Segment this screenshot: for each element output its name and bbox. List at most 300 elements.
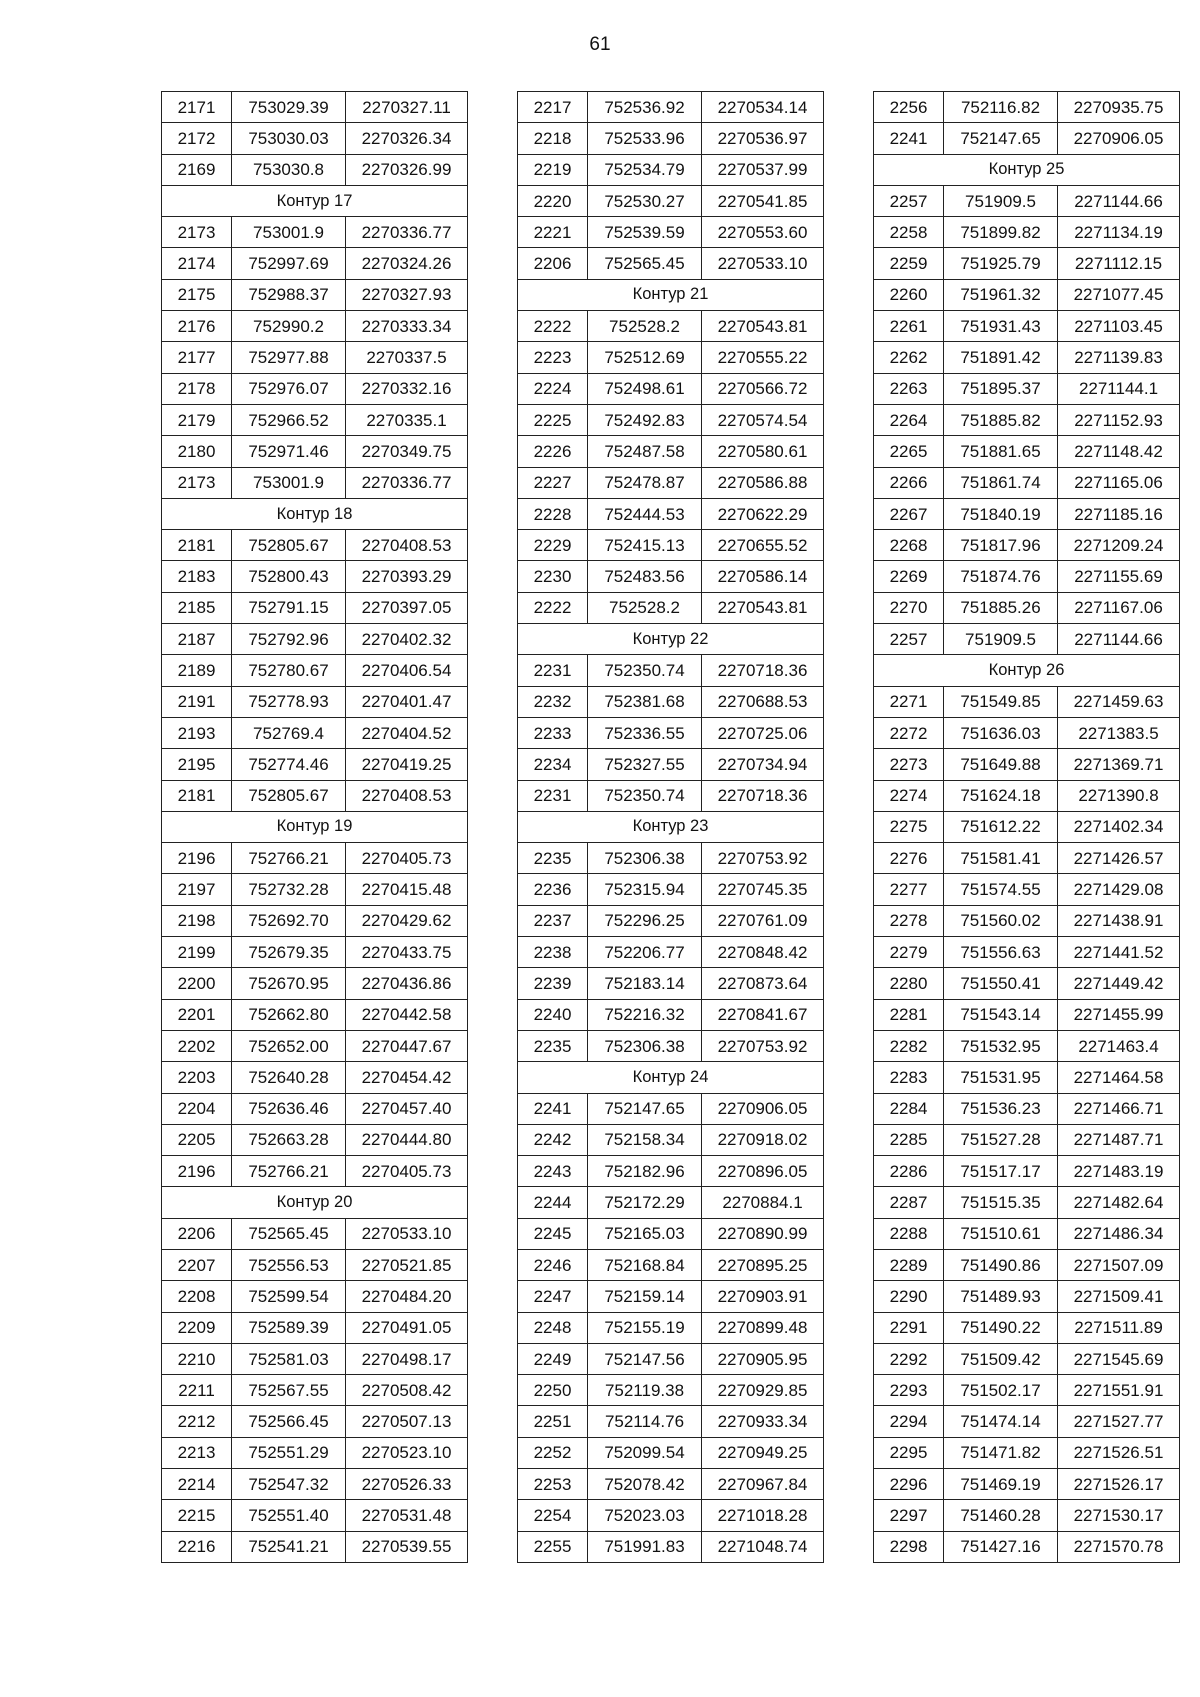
point-number: 2197 <box>162 874 232 905</box>
point-number: 2293 <box>874 1375 944 1406</box>
coordinate-x: 751574.55 <box>944 874 1058 905</box>
table-row <box>874 92 1180 123</box>
coordinate-x: 752147.56 <box>588 1343 702 1374</box>
contour-label: Контур 22 <box>518 624 824 655</box>
table-row <box>874 373 1180 404</box>
point-number: 2253 <box>518 1469 588 1500</box>
point-number: 2295 <box>874 1437 944 1468</box>
point-number: 2279 <box>874 937 944 968</box>
coordinate-x: 751612.22 <box>944 811 1058 842</box>
point-number: 2244 <box>518 1187 588 1218</box>
table-row <box>162 279 468 310</box>
coordinate-x: 752165.03 <box>588 1218 702 1249</box>
point-number: 2211 <box>162 1375 232 1406</box>
coordinate-y: 2271570.78 <box>1058 1531 1180 1562</box>
coordinate-x: 752780.67 <box>232 655 346 686</box>
table-row <box>162 874 468 905</box>
table-row <box>518 905 824 936</box>
coordinate-x: 752769.4 <box>232 717 346 748</box>
coordinate-y: 2270326.34 <box>346 123 468 154</box>
table-row <box>162 436 468 467</box>
coordinate-y: 2270401.47 <box>346 686 468 717</box>
coordinate-x: 752528.2 <box>588 311 702 342</box>
point-number: 2264 <box>874 404 944 435</box>
coordinate-x: 752487.58 <box>588 436 702 467</box>
table-row <box>162 1469 468 1500</box>
coordinate-y: 2270405.73 <box>346 1156 468 1187</box>
coordinate-x: 752556.53 <box>232 1249 346 1280</box>
point-number: 2219 <box>518 154 588 185</box>
point-number: 2269 <box>874 561 944 592</box>
coordinate-y: 2270491.05 <box>346 1312 468 1343</box>
coordinate-x: 752567.55 <box>232 1375 346 1406</box>
table-row <box>518 1531 824 1562</box>
table-row <box>162 373 468 404</box>
coordinate-x: 752415.13 <box>588 530 702 561</box>
coordinate-y: 2271155.69 <box>1058 561 1180 592</box>
point-number: 2196 <box>162 1156 232 1187</box>
table-row <box>162 1062 468 1093</box>
coordinate-x: 751991.83 <box>588 1531 702 1562</box>
contour-header-row <box>874 154 1180 185</box>
table-row <box>162 780 468 811</box>
table-row <box>162 592 468 623</box>
table-row <box>518 248 824 279</box>
point-number: 2177 <box>162 342 232 373</box>
table-row <box>518 1124 824 1155</box>
table-row <box>874 342 1180 373</box>
coordinate-x: 751536.23 <box>944 1093 1058 1124</box>
coordinate-x: 752547.32 <box>232 1469 346 1500</box>
coordinate-y: 2271185.16 <box>1058 498 1180 529</box>
coordinate-y: 2270406.54 <box>346 655 468 686</box>
point-number: 2266 <box>874 467 944 498</box>
point-number: 2231 <box>518 655 588 686</box>
coordinate-x: 751874.76 <box>944 561 1058 592</box>
coordinate-y: 2270404.52 <box>346 717 468 748</box>
coordinate-x: 751543.14 <box>944 999 1058 1030</box>
coordinate-y: 2270539.55 <box>346 1531 468 1562</box>
point-number: 2288 <box>874 1218 944 1249</box>
table-row <box>518 1156 824 1187</box>
table-row <box>518 780 824 811</box>
coordinate-x: 752147.65 <box>588 1093 702 1124</box>
coordinate-x: 751895.37 <box>944 373 1058 404</box>
point-number: 2260 <box>874 279 944 310</box>
coordinate-y: 2270333.34 <box>346 311 468 342</box>
coordinate-x: 752670.95 <box>232 968 346 999</box>
coordinate-x: 752381.68 <box>588 686 702 717</box>
coordinate-y: 2271483.19 <box>1058 1156 1180 1187</box>
table-row <box>518 1093 824 1124</box>
table-row <box>518 404 824 435</box>
table-row <box>518 1375 824 1406</box>
point-number: 2289 <box>874 1249 944 1280</box>
point-number: 2173 <box>162 467 232 498</box>
coordinate-y: 2270326.99 <box>346 154 468 185</box>
point-number: 2255 <box>518 1531 588 1562</box>
coordinate-x: 752581.03 <box>232 1343 346 1374</box>
point-number: 2245 <box>518 1218 588 1249</box>
point-number: 2263 <box>874 373 944 404</box>
coordinate-table <box>161 91 468 1563</box>
coordinate-x: 752805.67 <box>232 780 346 811</box>
coordinate-y: 2271530.17 <box>1058 1500 1180 1531</box>
table-row <box>162 561 468 592</box>
table-row <box>162 217 468 248</box>
coordinate-y: 2270543.81 <box>702 311 824 342</box>
point-number: 2223 <box>518 342 588 373</box>
point-number: 2215 <box>162 1500 232 1531</box>
coordinate-x: 752315.94 <box>588 874 702 905</box>
table-row <box>874 874 1180 905</box>
point-number: 2237 <box>518 905 588 936</box>
coordinate-y: 2270349.75 <box>346 436 468 467</box>
table-row <box>162 843 468 874</box>
coordinate-y: 2271103.45 <box>1058 311 1180 342</box>
coordinate-x: 752589.39 <box>232 1312 346 1343</box>
point-number: 2271 <box>874 686 944 717</box>
point-number: 2243 <box>518 1156 588 1187</box>
coordinate-y: 2270436.86 <box>346 968 468 999</box>
coordinate-x: 751556.63 <box>944 937 1058 968</box>
table-row <box>874 1124 1180 1155</box>
point-number: 2270 <box>874 592 944 623</box>
point-number: 2201 <box>162 999 232 1030</box>
point-number: 2235 <box>518 1030 588 1061</box>
coordinate-x: 752636.46 <box>232 1093 346 1124</box>
coordinate-y: 2270534.14 <box>702 92 824 123</box>
point-number: 2272 <box>874 717 944 748</box>
table-row <box>518 655 824 686</box>
coordinate-y: 2271511.89 <box>1058 1312 1180 1343</box>
contour-label: Контур 21 <box>518 279 824 310</box>
coordinate-x: 751474.14 <box>944 1406 1058 1437</box>
table-row <box>162 655 468 686</box>
coordinate-y: 2270566.72 <box>702 373 824 404</box>
coordinate-x: 752977.88 <box>232 342 346 373</box>
coordinate-y: 2270408.53 <box>346 780 468 811</box>
table-row <box>518 154 824 185</box>
coordinate-x: 752116.82 <box>944 92 1058 123</box>
coordinate-y: 2271139.83 <box>1058 342 1180 373</box>
table-row <box>162 342 468 373</box>
point-number: 2214 <box>162 1469 232 1500</box>
table-row <box>162 1375 468 1406</box>
coordinate-x: 752778.93 <box>232 686 346 717</box>
coordinate-x: 752158.34 <box>588 1124 702 1155</box>
table-row <box>518 467 824 498</box>
coordinate-x: 752662.80 <box>232 999 346 1030</box>
contour-header-row <box>874 655 1180 686</box>
table-row <box>874 1375 1180 1406</box>
point-number: 2230 <box>518 561 588 592</box>
coordinate-y: 2270899.48 <box>702 1312 824 1343</box>
coordinate-y: 2270444.80 <box>346 1124 468 1155</box>
coordinate-y: 2271482.64 <box>1058 1187 1180 1218</box>
coordinate-x: 753001.9 <box>232 467 346 498</box>
point-number: 2267 <box>874 498 944 529</box>
point-number: 2205 <box>162 1124 232 1155</box>
table-row <box>874 217 1180 248</box>
point-number: 2181 <box>162 530 232 561</box>
table-row <box>162 92 468 123</box>
coordinate-x: 752099.54 <box>588 1437 702 1468</box>
coordinate-y: 2270555.22 <box>702 342 824 373</box>
point-number: 2232 <box>518 686 588 717</box>
coordinate-x: 752766.21 <box>232 1156 346 1187</box>
table-row <box>162 999 468 1030</box>
coordinate-y: 2270949.25 <box>702 1437 824 1468</box>
coordinate-x: 751891.42 <box>944 342 1058 373</box>
coordinate-x: 752551.29 <box>232 1437 346 1468</box>
coordinate-y: 2271449.42 <box>1058 968 1180 999</box>
table-row <box>162 404 468 435</box>
coordinate-y: 2270336.77 <box>346 217 468 248</box>
coordinate-y: 2270408.53 <box>346 530 468 561</box>
coordinate-y: 2271507.09 <box>1058 1249 1180 1280</box>
coordinate-x: 752551.40 <box>232 1500 346 1531</box>
coordinate-y: 2270688.53 <box>702 686 824 717</box>
coordinate-y: 2271165.06 <box>1058 467 1180 498</box>
coordinate-y: 2271463.4 <box>1058 1030 1180 1061</box>
table-row <box>162 530 468 561</box>
coordinate-y: 2270905.95 <box>702 1343 824 1374</box>
coordinate-x: 752078.42 <box>588 1469 702 1500</box>
table-row <box>874 686 1180 717</box>
coordinate-y: 2271048.74 <box>702 1531 824 1562</box>
coordinate-y: 2271455.99 <box>1058 999 1180 1030</box>
point-number: 2258 <box>874 217 944 248</box>
table-row <box>874 937 1180 968</box>
point-number: 2213 <box>162 1437 232 1468</box>
point-number: 2252 <box>518 1437 588 1468</box>
coordinate-x: 751489.93 <box>944 1281 1058 1312</box>
point-number: 2189 <box>162 655 232 686</box>
coordinate-y: 2270734.94 <box>702 749 824 780</box>
table-row <box>518 874 824 905</box>
coordinate-y: 2271390.8 <box>1058 780 1180 811</box>
table-row <box>162 749 468 780</box>
point-number: 2224 <box>518 373 588 404</box>
coordinate-y: 2271369.71 <box>1058 749 1180 780</box>
table-row <box>162 123 468 154</box>
coordinate-y: 2270507.13 <box>346 1406 468 1437</box>
coordinate-y: 2270327.93 <box>346 279 468 310</box>
coordinate-table <box>873 91 1180 1563</box>
coordinate-x: 752997.69 <box>232 248 346 279</box>
table-row <box>874 1343 1180 1374</box>
coordinate-x: 751817.96 <box>944 530 1058 561</box>
table-row <box>874 498 1180 529</box>
point-number: 2291 <box>874 1312 944 1343</box>
point-number: 2216 <box>162 1531 232 1562</box>
coordinate-x: 751490.86 <box>944 1249 1058 1280</box>
table-row <box>874 1281 1180 1312</box>
table-row <box>518 1249 824 1280</box>
table-row <box>518 498 824 529</box>
contour-header-row <box>162 185 468 216</box>
point-number: 2285 <box>874 1124 944 1155</box>
coordinate-x: 752640.28 <box>232 1062 346 1093</box>
point-number: 2251 <box>518 1406 588 1437</box>
coordinate-x: 751961.32 <box>944 279 1058 310</box>
point-number: 2207 <box>162 1249 232 1280</box>
coordinate-x: 752512.69 <box>588 342 702 373</box>
point-number: 2217 <box>518 92 588 123</box>
table-row <box>518 999 824 1030</box>
point-number: 2231 <box>518 780 588 811</box>
coordinate-x: 752119.38 <box>588 1375 702 1406</box>
table-row <box>874 1469 1180 1500</box>
coordinate-y: 2271077.45 <box>1058 279 1180 310</box>
table-row <box>518 1437 824 1468</box>
coordinate-y: 2270415.48 <box>346 874 468 905</box>
table-row <box>874 1093 1180 1124</box>
coordinate-y: 2271526.17 <box>1058 1469 1180 1500</box>
point-number: 2198 <box>162 905 232 936</box>
table-row <box>874 1218 1180 1249</box>
coordinate-x: 752966.52 <box>232 404 346 435</box>
table-row <box>518 1469 824 1500</box>
point-number: 2203 <box>162 1062 232 1093</box>
point-number: 2180 <box>162 436 232 467</box>
table-row <box>518 1343 824 1374</box>
coordinate-x: 752182.96 <box>588 1156 702 1187</box>
coordinate-y: 2271018.28 <box>702 1500 824 1531</box>
coordinate-y: 2271551.91 <box>1058 1375 1180 1406</box>
coordinate-x: 753029.39 <box>232 92 346 123</box>
coordinate-y: 2271144.1 <box>1058 373 1180 404</box>
point-number: 2193 <box>162 717 232 748</box>
coordinate-x: 751560.02 <box>944 905 1058 936</box>
table-row <box>518 123 824 154</box>
table-row <box>162 624 468 655</box>
point-number: 2247 <box>518 1281 588 1312</box>
coordinate-x: 752732.28 <box>232 874 346 905</box>
table-row <box>874 1249 1180 1280</box>
coordinate-y: 2271383.5 <box>1058 717 1180 748</box>
point-number: 2169 <box>162 154 232 185</box>
table-row <box>874 968 1180 999</box>
point-number: 2265 <box>874 436 944 467</box>
contour-label: Контур 17 <box>162 185 468 216</box>
coordinate-y: 2271144.66 <box>1058 185 1180 216</box>
contour-header-row <box>162 1187 468 1218</box>
point-number: 2172 <box>162 123 232 154</box>
point-number: 2227 <box>518 467 588 498</box>
coordinate-y: 2270533.10 <box>346 1218 468 1249</box>
table-row <box>162 1281 468 1312</box>
coordinate-x: 751861.74 <box>944 467 1058 498</box>
point-number: 2242 <box>518 1124 588 1155</box>
coordinate-y: 2270574.54 <box>702 404 824 435</box>
contour-label: Контур 19 <box>162 811 468 842</box>
coordinate-x: 752023.03 <box>588 1500 702 1531</box>
point-number: 2268 <box>874 530 944 561</box>
table-row <box>874 592 1180 623</box>
table-row <box>518 937 824 968</box>
contour-header-row <box>162 811 468 842</box>
coordinate-y: 2270906.05 <box>702 1093 824 1124</box>
table-row <box>162 968 468 999</box>
coordinate-y: 2270393.29 <box>346 561 468 592</box>
coordinate-y: 2270745.35 <box>702 874 824 905</box>
coordinate-y: 2271545.69 <box>1058 1343 1180 1374</box>
point-number: 2298 <box>874 1531 944 1562</box>
coordinate-y: 2270332.16 <box>346 373 468 404</box>
table-row <box>874 279 1180 310</box>
coordinate-x: 752530.27 <box>588 185 702 216</box>
coordinate-y: 2271459.63 <box>1058 686 1180 717</box>
point-number: 2259 <box>874 248 944 279</box>
contour-label: Контур 26 <box>874 655 1180 686</box>
table-row <box>874 999 1180 1030</box>
table-row <box>874 749 1180 780</box>
point-number: 2175 <box>162 279 232 310</box>
coordinate-y: 2271526.51 <box>1058 1437 1180 1468</box>
coordinate-y: 2270655.52 <box>702 530 824 561</box>
coordinate-y: 2271466.71 <box>1058 1093 1180 1124</box>
coordinate-y: 2270533.10 <box>702 248 824 279</box>
coordinate-y: 2270848.42 <box>702 937 824 968</box>
table-row <box>518 311 824 342</box>
coordinate-y: 2270335.1 <box>346 404 468 435</box>
table-row <box>874 530 1180 561</box>
coordinate-y: 2271527.77 <box>1058 1406 1180 1437</box>
table-row <box>518 686 824 717</box>
coordinate-x: 752990.2 <box>232 311 346 342</box>
coordinate-x: 751636.03 <box>944 717 1058 748</box>
coordinate-y: 2270402.32 <box>346 624 468 655</box>
coordinate-x: 752971.46 <box>232 436 346 467</box>
point-number: 2228 <box>518 498 588 529</box>
coordinate-x: 752539.59 <box>588 217 702 248</box>
point-number: 2240 <box>518 999 588 1030</box>
coordinate-y: 2271167.06 <box>1058 592 1180 623</box>
point-number: 2202 <box>162 1030 232 1061</box>
table-row <box>874 467 1180 498</box>
point-number: 2178 <box>162 373 232 404</box>
coordinate-y: 2270553.60 <box>702 217 824 248</box>
coordinate-x: 752306.38 <box>588 843 702 874</box>
coordinate-y: 2270531.48 <box>346 1500 468 1531</box>
table-row <box>162 1437 468 1468</box>
coordinate-x: 751549.85 <box>944 686 1058 717</box>
coordinate-y: 2270895.25 <box>702 1249 824 1280</box>
coordinate-y: 2270933.34 <box>702 1406 824 1437</box>
table-row <box>518 342 824 373</box>
coordinate-x: 753030.8 <box>232 154 346 185</box>
point-number: 2171 <box>162 92 232 123</box>
table-row <box>518 530 824 561</box>
coordinate-x: 751469.19 <box>944 1469 1058 1500</box>
coordinate-x: 752159.14 <box>588 1281 702 1312</box>
coordinate-x: 751427.16 <box>944 1531 1058 1562</box>
coordinate-y: 2270884.1 <box>702 1187 824 1218</box>
coordinate-y: 2271209.24 <box>1058 530 1180 561</box>
coordinate-x: 752692.70 <box>232 905 346 936</box>
coordinate-x: 752114.76 <box>588 1406 702 1437</box>
coordinate-x: 753001.9 <box>232 217 346 248</box>
coordinate-y: 2270725.06 <box>702 717 824 748</box>
table-row <box>518 1500 824 1531</box>
coordinate-table-1 <box>161 91 468 1563</box>
coordinate-y: 2270447.67 <box>346 1030 468 1061</box>
table-row <box>162 717 468 748</box>
coordinate-y: 2271134.19 <box>1058 217 1180 248</box>
table-row <box>162 311 468 342</box>
